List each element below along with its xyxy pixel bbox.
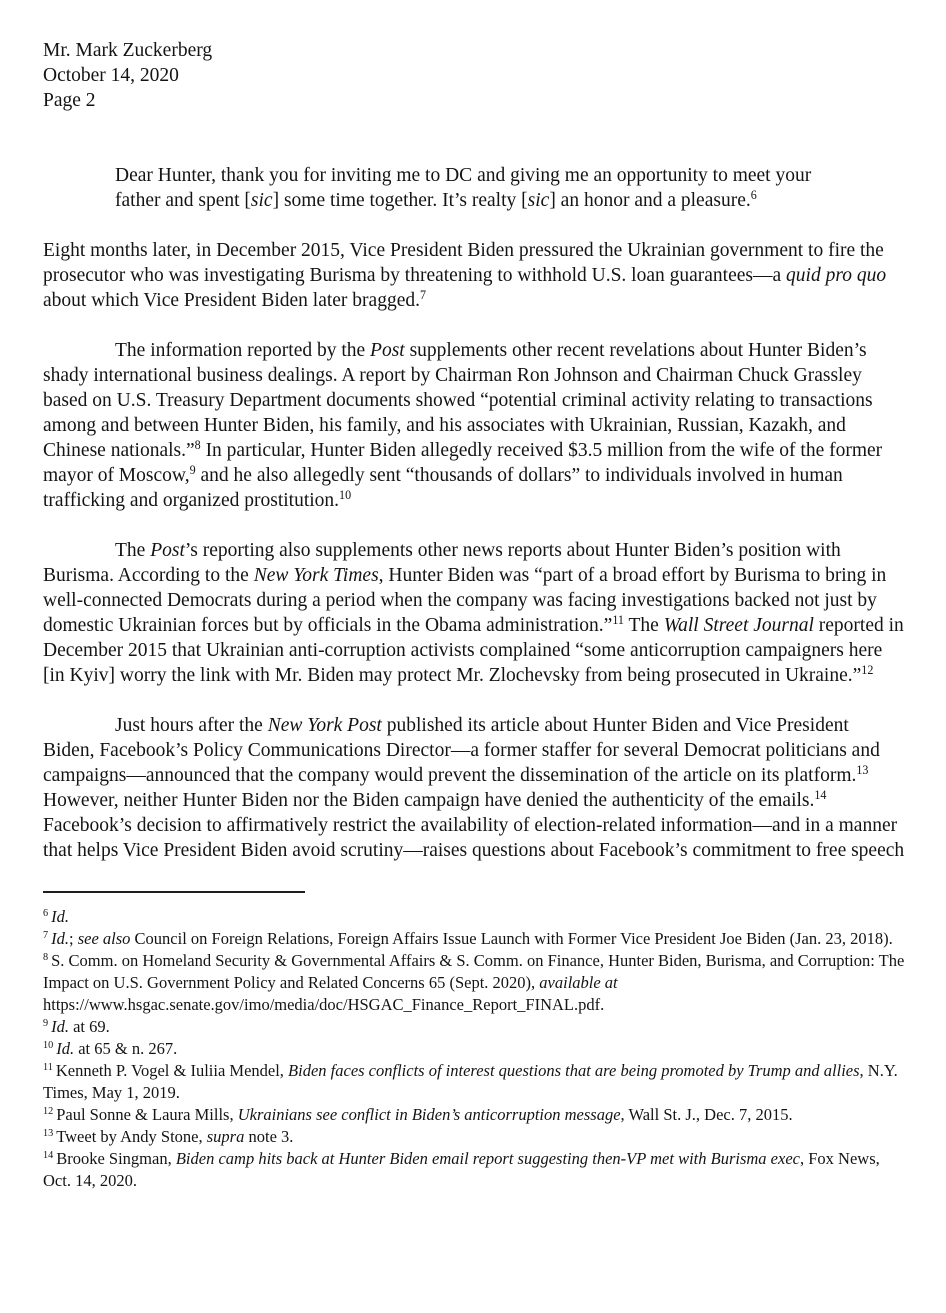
text-run: reported in December 2015 that Ukrainian anti-corruption activists complained “some anticorruption campaigners here [in Kyiv] worry the link with Mr. Biden may protect Mr. Zlochevsky from being prosecuted in Ukraine.” bbox=[43, 615, 904, 686]
footnote bbox=[43, 928, 905, 950]
text-run: Tweet by Andy Stone, bbox=[56, 1127, 207, 1146]
footnote-ref: 9 bbox=[189, 463, 196, 478]
footnote-ref: 14 bbox=[814, 788, 827, 803]
footnote-number: 12 bbox=[43, 1106, 54, 1118]
footnote-ref: 7 bbox=[419, 288, 427, 303]
italic-text: supra bbox=[206, 1127, 245, 1146]
italic-text: Post bbox=[150, 540, 185, 561]
letter-header bbox=[43, 38, 905, 113]
italic-text: Id. bbox=[56, 1039, 75, 1058]
footnote-number: 6 bbox=[43, 908, 49, 920]
text-run: Dear Hunter, thank you for inviting me to DC and giving me an opportunity to meet your father and spent [ bbox=[115, 165, 812, 211]
footnote bbox=[43, 906, 905, 928]
text-run: ] some time together. It’s realty [ bbox=[272, 190, 528, 211]
italic-text: New York Times bbox=[253, 565, 379, 586]
text-run: at 65 & n. 267. bbox=[74, 1039, 178, 1058]
text-run: In particular, Hunter Biden allegedly received $3.5 million from the wife of the former mayor of Moscow, bbox=[43, 440, 883, 486]
footnote-ref: 13 bbox=[856, 763, 869, 778]
text-run: Kenneth P. Vogel & Iuliia Mendel, bbox=[55, 1061, 289, 1080]
footnote bbox=[43, 1126, 905, 1148]
footnote-ref: 12 bbox=[861, 663, 874, 678]
italic-text: Id. bbox=[51, 907, 69, 926]
footnote bbox=[43, 1060, 905, 1104]
footnote-ref: 11 bbox=[612, 613, 624, 628]
recipient-name: Mr. Mark Zuckerberg bbox=[43, 40, 213, 61]
text-run: The bbox=[623, 615, 664, 636]
letter-body bbox=[43, 238, 905, 863]
italic-text: Biden camp hits back at Hunter Biden email report suggesting then-VP met with Burisma exec bbox=[175, 1149, 800, 1168]
body-paragraph bbox=[43, 713, 905, 863]
text-run: However, neither Hunter Biden nor the Biden campaign have denied the authenticity of the emails. bbox=[43, 790, 815, 811]
italic-text: sic bbox=[250, 190, 273, 211]
footnote-number: 8 bbox=[43, 952, 49, 964]
text-run: The information reported by the bbox=[115, 340, 371, 361]
text-run: at 69. bbox=[68, 1017, 110, 1036]
text-run: Brooke Singman, bbox=[56, 1149, 176, 1168]
footnote bbox=[43, 1148, 905, 1192]
text-run: Just hours after the bbox=[115, 715, 268, 736]
text-run: ] an honor and a pleasure. bbox=[549, 190, 751, 211]
italic-text: see also bbox=[77, 929, 131, 948]
body-paragraph bbox=[43, 338, 905, 513]
letter-date: October 14, 2020 bbox=[43, 65, 179, 86]
text-run: note 3. bbox=[244, 1127, 294, 1146]
footnote bbox=[43, 1104, 905, 1126]
body-paragraph bbox=[43, 238, 905, 313]
italic-text: Wall Street Journal bbox=[663, 615, 814, 636]
italic-text: Id. bbox=[51, 929, 69, 948]
text-run: published its article about Hunter Biden and Vice President Biden, Facebook’s Policy Communications Director—a former staffer for several Democrat politicians and campaigns—announced that the company would prevent the dissemination of the article on its platform. bbox=[43, 715, 880, 786]
text-run: ; bbox=[68, 929, 78, 948]
italic-text: quid pro quo bbox=[786, 265, 887, 286]
text-run: supplements other recent revelations about Hunter Biden’s shady international business dealings. A report by Chairman Ron Johnson and Chairman Chuck Grassley based on U.S. Treasury Department documents showed “potential criminal activity relating to transactions among and between Hunter Biden, his family, and his associates with Ukrainian, Russian, Kazakh, and Chinese nationals.” bbox=[43, 340, 873, 461]
italic-text: sic bbox=[527, 190, 550, 211]
quoted-email-excerpt bbox=[115, 163, 857, 213]
footnote-ref: 8 bbox=[194, 438, 201, 453]
text-run: Facebook’s decision to affirmatively restrict the availability of election-related information—and in a manner that helps Vice President Biden avoid scrutiny—raises questions about Facebook’s commitment to free speech bbox=[43, 815, 905, 861]
text-run: and he also allegedly sent “thousands of dollars” to individuals involved in human trafficking and organized prostitution. bbox=[43, 465, 843, 511]
footnote bbox=[43, 1038, 905, 1060]
footnote-ref: 6 bbox=[750, 188, 757, 203]
footnote-number: 10 bbox=[43, 1040, 54, 1052]
footnote-separator bbox=[43, 891, 305, 893]
footnote-number: 9 bbox=[43, 1018, 49, 1030]
text-run: , N.Y. Times, May 1, 2019. bbox=[43, 1061, 898, 1102]
footnote-number: 7 bbox=[43, 930, 49, 942]
text-run: about which Vice President Biden later bragged. bbox=[43, 290, 420, 311]
text-run: , Wall St. J., Dec. 7, 2015. bbox=[620, 1105, 793, 1124]
text-run: The bbox=[115, 540, 151, 561]
footnote-number: 11 bbox=[43, 1062, 53, 1074]
footnote bbox=[43, 1016, 905, 1038]
text-run: , Hunter Biden was “part of a broad effort by Burisma to bring in well-connected Democrats during a period when the company was facing investigations backed not just by domestic Ukrainian forces but by officials in the Obama administration.” bbox=[43, 565, 887, 636]
footnote bbox=[43, 950, 905, 1016]
footnote-number: 13 bbox=[43, 1128, 54, 1140]
italic-text: New York Post bbox=[267, 715, 382, 736]
italic-text: Biden faces conflicts of interest questions that are being promoted by Trump and allies bbox=[288, 1061, 860, 1080]
text-run: https://www.hsgac.senate.gov/imo/media/doc/HSGAC_Finance_Report_FINAL.pdf. bbox=[43, 995, 605, 1014]
text-run: , Fox News, Oct. 14, 2020. bbox=[43, 1149, 880, 1190]
text-run: Eight months later, in December 2015, Vice President Biden pressured the Ukrainian government to fire the prosecutor who was investigating Burisma by threatening to withhold U.S. loan guarantees—a bbox=[43, 240, 884, 286]
footnote-number: 14 bbox=[43, 1150, 54, 1162]
italic-text: available at bbox=[539, 973, 618, 992]
footnote-ref: 10 bbox=[339, 488, 352, 503]
body-paragraph bbox=[43, 538, 905, 688]
text-run: Paul Sonne & Laura Mills, bbox=[56, 1105, 238, 1124]
italic-text: Post bbox=[370, 340, 405, 361]
text-run: S. Comm. on Homeland Security & Governmental Affairs & S. Comm. on Finance, Hunter Biden, Burisma, and Corruption: The Impact on U.S. Government Policy and Related Concerns 65 (Sept. 2020), bbox=[43, 951, 905, 992]
italic-text: Ukrainians see conflict in Biden’s anticorruption message bbox=[237, 1105, 621, 1124]
text-run: ’s reporting also supplements other news reports about Hunter Biden’s position with Burisma. According to the bbox=[43, 540, 841, 586]
text-run: Council on Foreign Relations, Foreign Affairs Issue Launch with Former Vice President Joe Biden (Jan. 23, 2018). bbox=[130, 929, 893, 948]
italic-text: Id. bbox=[51, 1017, 69, 1036]
footnotes-section bbox=[43, 906, 905, 1192]
page-number: Page 2 bbox=[43, 90, 96, 111]
